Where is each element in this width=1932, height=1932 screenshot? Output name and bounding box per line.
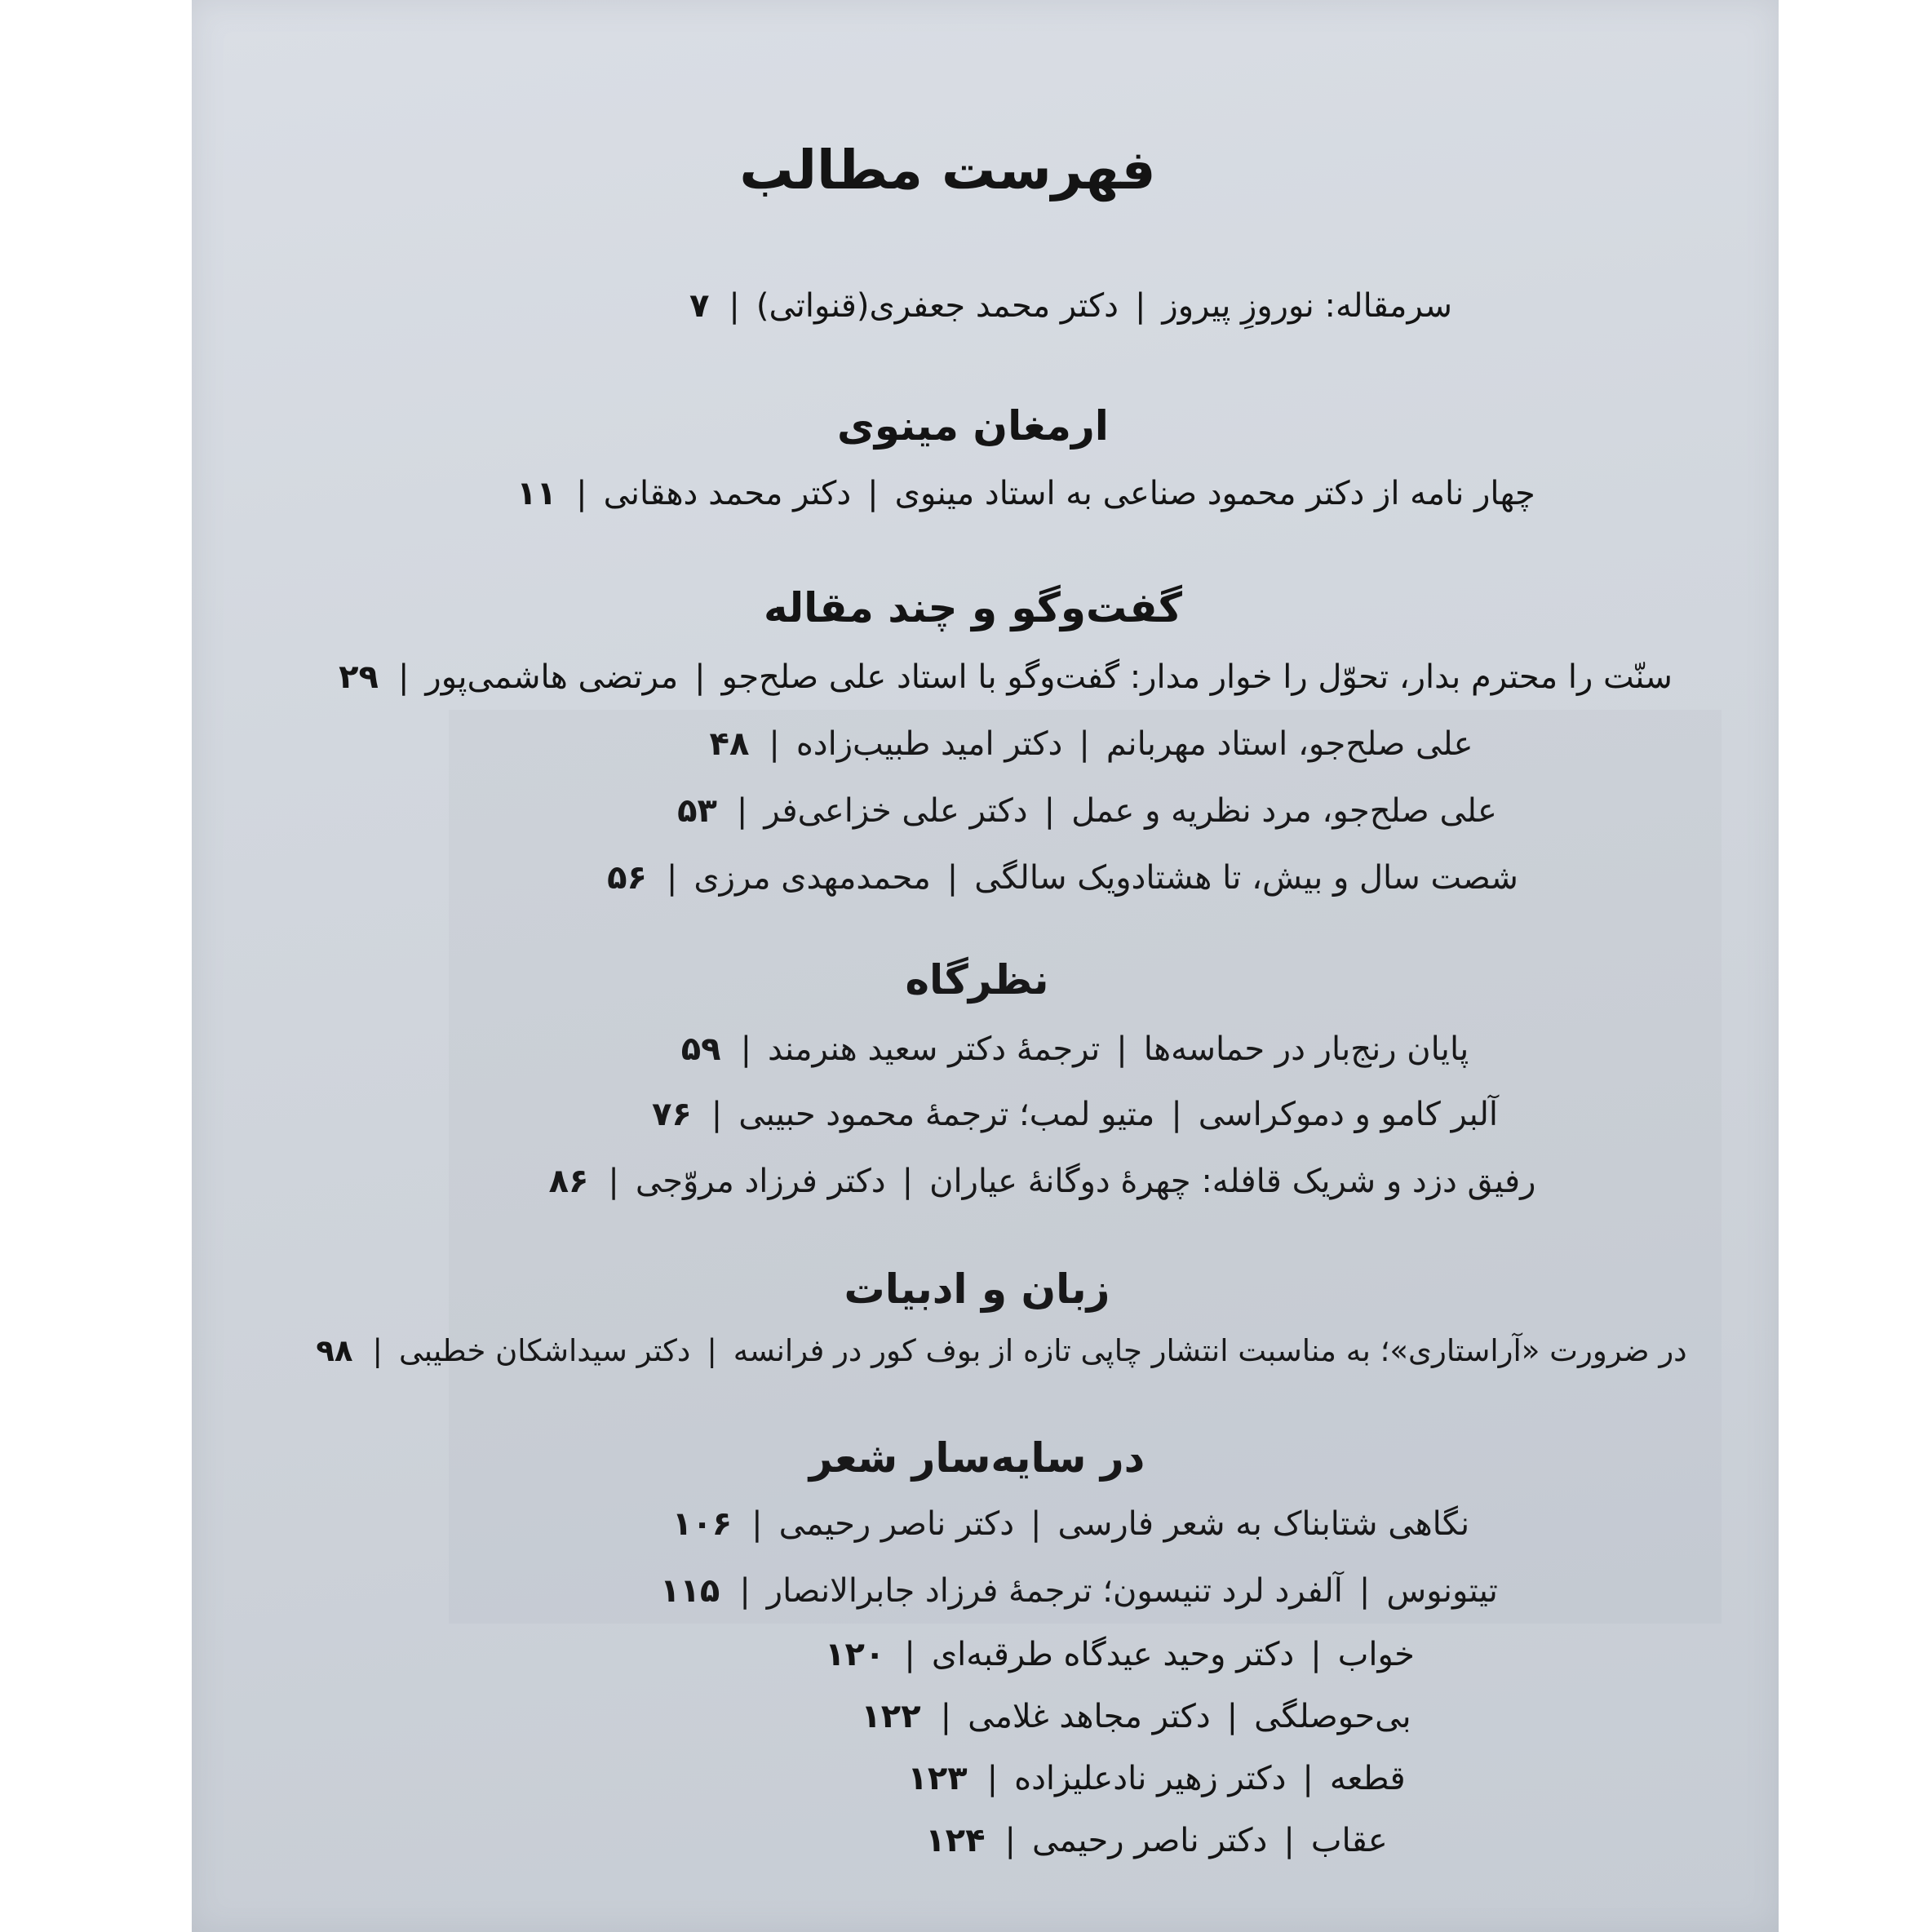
entry-author: مرتضی هاشمی‌پور <box>425 658 679 696</box>
entry-page-number: ۱۲۳ <box>907 1760 968 1797</box>
entry-page-number: ۴۸ <box>709 725 750 763</box>
separator: | <box>1004 1822 1016 1859</box>
entry-title: سرمقاله: نوروزِ پیروز <box>1162 287 1453 325</box>
separator: | <box>1310 1636 1322 1673</box>
entry-page-number: ۷ <box>689 287 710 325</box>
entry-page-number: ۱۰۶ <box>671 1505 733 1543</box>
separator: | <box>372 1333 383 1368</box>
toc-entry <box>192 1157 1779 1206</box>
separator: | <box>1044 792 1056 830</box>
separator: | <box>707 1333 717 1368</box>
entry-title: علی صلح‌جو، مرد نظریه و عمل <box>1071 792 1497 830</box>
separator: | <box>1358 1572 1371 1610</box>
entry-title: شصت سال و بیش، تا هشتادویک سالگی <box>974 859 1518 897</box>
separator: | <box>769 725 780 763</box>
entry-title: رفیق دزد و شریک قافله: چهرۀ دوگانۀ عیاران <box>929 1163 1536 1200</box>
separator: | <box>1079 725 1090 763</box>
toc-entry <box>192 1500 1779 1549</box>
entry-title: علی صلح‌جو، استاد مهربانم <box>1106 725 1473 763</box>
separator: | <box>1283 1822 1295 1859</box>
toc-entry <box>192 1090 1779 1139</box>
entry-author: دکتر سیداشکان خطیبی <box>398 1333 691 1368</box>
table-of-contents <box>192 0 1779 1932</box>
section-heading: نظرگاه <box>905 956 1049 1004</box>
section-heading: زبان و ادبیات <box>844 1265 1110 1313</box>
toc-entry <box>192 1327 1779 1376</box>
entry-page-number: ۱۱۵ <box>660 1572 720 1610</box>
toc-entry <box>192 653 1779 702</box>
separator: | <box>397 658 410 696</box>
printed-page <box>192 0 1779 1932</box>
page-title: فهرست مطالب <box>739 139 1156 202</box>
entry-author: دکتر امید طبیب‌زاده <box>795 725 1063 763</box>
entry-title: در ضرورت «آراستاری»؛ به مناسبت انتشار چاپی تازه از بوف کور در فرانسه <box>733 1333 1687 1368</box>
toc-entry <box>192 469 1779 518</box>
entry-page-number: ۵۳ <box>677 792 717 830</box>
entry-author: ترجمۀ دکتر سعید هنرمند <box>768 1030 1101 1068</box>
toc-entry <box>192 853 1779 902</box>
entry-page-number: ۸۶ <box>548 1163 589 1200</box>
entry-title: پایان رنج‌بار در حماسه‌ها <box>1143 1030 1469 1068</box>
entry-title: نگاهی شتابناک به شعر فارسی <box>1057 1505 1470 1543</box>
separator: | <box>739 1572 751 1610</box>
section-heading: در سایه‌سار شعر <box>809 1434 1145 1482</box>
entry-author: آلفرد لرد تنیسون؛ ترجمۀ فرزاد جابرالانصار <box>766 1572 1343 1610</box>
separator: | <box>666 859 678 897</box>
entry-page-number: ۵۶ <box>607 859 647 897</box>
entry-author: دکتر محمد دهقانی <box>603 475 852 512</box>
separator: | <box>608 1163 619 1200</box>
entry-page-number: ۹۸ <box>316 1333 353 1368</box>
entry-author: دکتر زهیر نادعلیزاده <box>1014 1760 1287 1797</box>
entry-title: خواب <box>1337 1636 1415 1673</box>
separator: | <box>1302 1760 1314 1797</box>
separator: | <box>1030 1505 1042 1543</box>
section-heading: ارمغان مینوی <box>837 402 1109 450</box>
entry-page-number: ۷۶ <box>651 1096 692 1133</box>
entry-author: دکتر وحید عیدگاه طرقبه‌ای <box>931 1636 1295 1673</box>
toc-entry <box>192 787 1779 835</box>
separator: | <box>711 1096 723 1133</box>
entry-title: بی‌حوصلگی <box>1254 1698 1411 1735</box>
toc-entry <box>192 1025 1779 1074</box>
entry-page-number: ۱۲۲ <box>861 1698 921 1735</box>
toc-entry <box>192 1816 1779 1865</box>
toc-entry <box>192 1754 1779 1803</box>
entry-author: دکتر محمد جعفری(قنواتی) <box>756 287 1119 325</box>
entry-title: تیتونوس <box>1386 1572 1498 1610</box>
separator: | <box>729 287 740 325</box>
toc-entry-editorial <box>192 281 1779 330</box>
entry-page-number: ۵۹ <box>680 1030 721 1068</box>
separator: | <box>1134 287 1146 325</box>
entry-title: عقاب <box>1310 1822 1388 1859</box>
separator: | <box>751 1505 763 1543</box>
entry-author: دکتر ناصر رحیمی <box>778 1505 1014 1543</box>
entry-author: متیو لمب؛ ترجمۀ محمود حبیبی <box>738 1096 1155 1133</box>
separator: | <box>904 1636 915 1673</box>
entry-author: دکتر ناصر رحیمی <box>1031 1822 1268 1859</box>
entry-page-number: ۱۱ <box>516 475 557 512</box>
entry-author: دکتر فرزاد مروّجی <box>635 1163 886 1200</box>
separator: | <box>740 1030 752 1068</box>
entry-page-number: ۱۲۴ <box>925 1822 986 1859</box>
separator: | <box>940 1698 952 1735</box>
entry-page-number: ۲۹ <box>339 658 379 696</box>
toc-entry <box>192 1692 1779 1741</box>
separator: | <box>902 1163 914 1200</box>
separator: | <box>576 475 587 512</box>
toc-entry <box>192 720 1779 769</box>
entry-author: دکتر مجاهد غلامی <box>968 1698 1211 1735</box>
separator: | <box>694 658 706 696</box>
separator: | <box>986 1760 999 1797</box>
entry-author: دکتر علی خزاعی‌فر <box>764 792 1028 830</box>
separator: | <box>867 475 879 512</box>
toc-entry <box>192 1630 1779 1679</box>
separator: | <box>1171 1096 1182 1133</box>
entry-page-number: ۱۲۰ <box>825 1636 885 1673</box>
separator: | <box>736 792 748 830</box>
separator: | <box>1226 1698 1239 1735</box>
entry-title: سنّت را محترم بدار، تحوّل را خوار مدار: گفت‌وگو با استاد علی صلح‌جو <box>721 658 1673 696</box>
toc-entry <box>192 1566 1779 1615</box>
entry-title: آلبر کامو و دموکراسی <box>1198 1096 1499 1133</box>
entry-title: قطعه <box>1329 1760 1406 1797</box>
section-heading: گفت‌وگو و چند مقاله <box>764 584 1182 631</box>
separator: | <box>946 859 959 897</box>
separator: | <box>1116 1030 1128 1068</box>
entry-author: محمدمهدی مرزی <box>693 859 931 897</box>
entry-title: چهار نامه از دکتر محمود صناعی به استاد مینوی <box>894 475 1535 512</box>
